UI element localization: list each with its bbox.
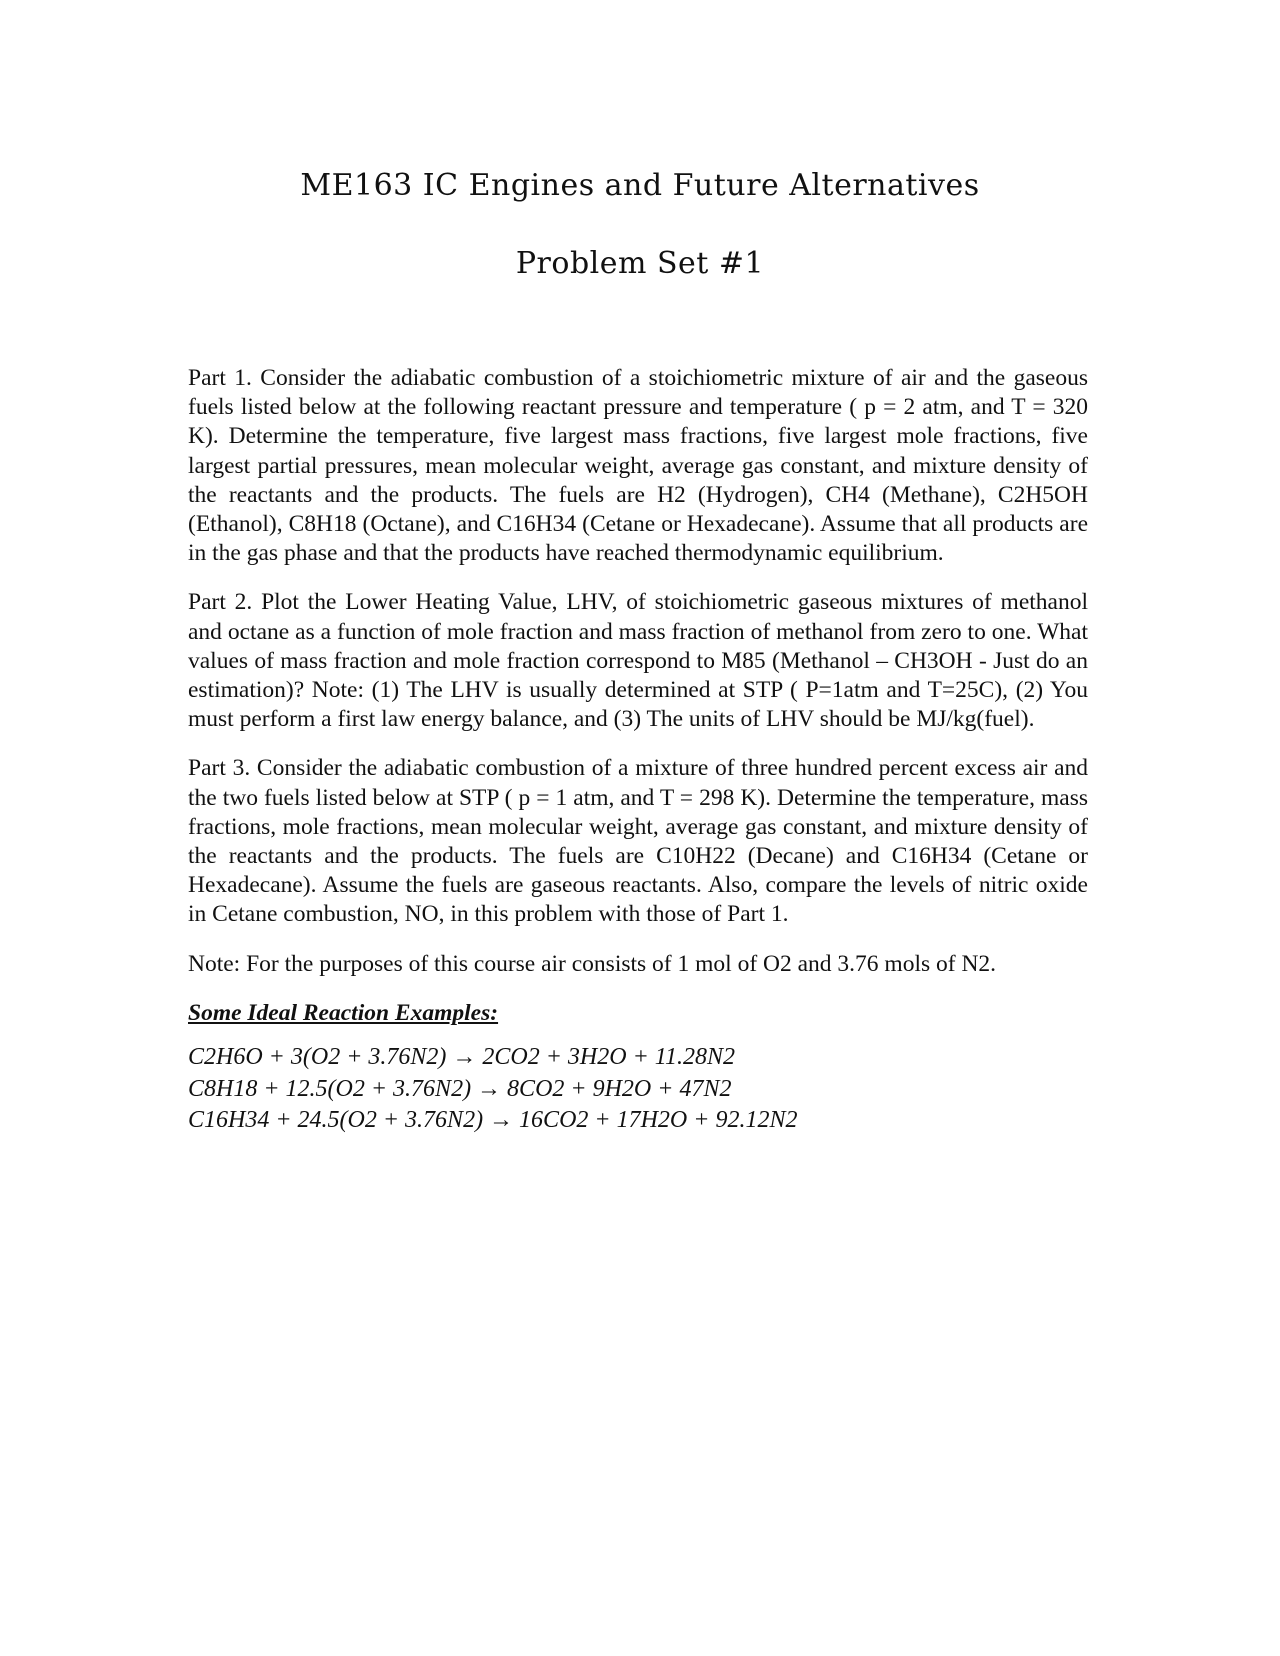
reaction-examples-heading: Some Ideal Reaction Examples: xyxy=(188,999,499,1026)
reaction-equation-ethanol: C2H6O + 3(O2 + 3.76N2) → 2CO2 + 3H2O + 11.28N2 xyxy=(188,1044,736,1071)
part-1-paragraph: Part 1. Consider the adiabatic combustion of a stoichiometric mixture of air and the gaseous fuels listed below at the following reactant pressure and temperature ( p = 2 atm, and T = 320 K). Determine the temperature, five largest mass fractions, five largest mole fractions, five largest partial pressures, mean molecular weight, average gas constant, and mixture density of the reactants and the products. The fuels are H2 (Hydrogen), CH4 (Methane), C2H5OH (Ethanol), C8H18 (Octane), and C16H34 (Cetane or Hexadecane). Assume that all products are in the gas phase and that the products have reached thermodynamic equilibrium. xyxy=(188,365,1088,567)
reaction-equation-cetane: C16H34 + 24.5(O2 + 3.76N2) → 16CO2 + 17H2O + 92.12N2 xyxy=(188,1107,798,1134)
air-composition-note: Note: For the purposes of this course air consists of 1 mol of O2 and 3.76 mols of N2. xyxy=(188,950,997,977)
part-3-paragraph: Part 3. Consider the adiabatic combustion of a mixture of three hundred percent excess air and the two fuels listed below at STP ( p = 1 atm, and T = 298 K). Determine the temperature, mass fractions, mole fractions, mean molecular weight, average gas constant, and mixture density of the reactants and the products. The fuels are C10H22 (Decane) and C16H34 (Cetane or Hexadecane). Assume the fuels are gaseous reactants. Also, compare the levels of nitric oxide in Cetane combustion, NO, in this problem with those of Part 1. xyxy=(188,755,1088,928)
document-body xyxy=(188,364,1088,1137)
document-subtitle: Problem Set #1 xyxy=(515,246,765,281)
part-2-paragraph: Part 2. Plot the Lower Heating Value, LHV, of stoichiometric gaseous mixtures of methanol and octane as a function of mole fraction and mass fraction of methanol from zero to one. What values of mass fraction and mole fraction correspond to M85 (Methanol – CH3OH - Just do an estimation)? Note: (1) The LHV is usually determined at STP ( P=1atm and T=25C), (2) You must perform a first law energy balance, and (3) The units of LHV should be MJ/kg(fuel). xyxy=(188,589,1088,733)
document-title: ME163 IC Engines and Future Alternatives xyxy=(300,168,980,203)
reaction-equation-octane: C8H18 + 12.5(O2 + 3.76N2) → 8CO2 + 9H2O + 47N2 xyxy=(188,1075,732,1102)
